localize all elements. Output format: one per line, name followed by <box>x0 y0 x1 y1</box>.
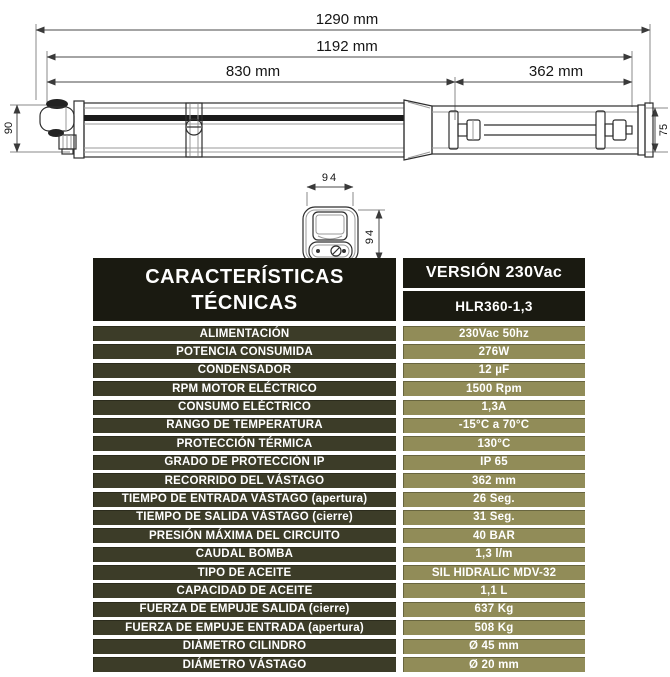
dim-section-width-label: 94 <box>321 172 339 184</box>
table-row <box>93 492 585 507</box>
dim-height-right-label: 75 <box>658 123 670 137</box>
spec-value: 12 µF <box>403 363 585 378</box>
spec-table <box>93 258 585 675</box>
spec-value: IP 65 <box>403 455 585 470</box>
spec-label: DIÁMETRO CILINDRO <box>93 639 396 654</box>
spec-label: RECORRIDO DEL VÁSTAGO <box>93 473 396 488</box>
table-header-right <box>403 258 585 321</box>
table-row <box>93 381 585 396</box>
technical-drawing <box>0 0 670 258</box>
dim-extended-label: 1192 mm <box>316 38 378 55</box>
table-row <box>93 400 585 415</box>
table-row <box>93 418 585 433</box>
dim-total-label: 1290 mm <box>315 11 379 28</box>
table-row <box>93 436 585 451</box>
version-header: VERSIÓN 230Vac <box>403 258 585 288</box>
model-header: HLR360-1,3 <box>403 291 585 321</box>
spec-value: SIL HIDRALIC MDV-32 <box>403 565 585 580</box>
table-row <box>93 363 585 378</box>
spec-rows <box>93 326 585 672</box>
spec-label: CONDENSADOR <box>93 363 396 378</box>
dim-body-label: 830 mm <box>225 63 281 80</box>
spec-label: CONSUMO ELÉCTRICO <box>93 400 396 415</box>
spec-value: 1,3A <box>403 400 585 415</box>
spec-value: 230Vac 50hz <box>403 326 585 341</box>
spec-label: ALIMENTACIÓN <box>93 326 396 341</box>
spec-value: 40 BAR <box>403 528 585 543</box>
spec-label: RANGO DE TEMPERATURA <box>93 418 396 433</box>
spec-label: POTENCIA CONSUMIDA <box>93 344 396 359</box>
spec-label: RPM MOTOR ELÉCTRICO <box>93 381 396 396</box>
spec-label: CAUDAL BOMBA <box>93 547 396 562</box>
spec-table-header <box>93 258 585 321</box>
table-row <box>93 326 585 341</box>
table-row <box>93 565 585 580</box>
table-row <box>93 455 585 470</box>
spec-label: PRESIÓN MÁXIMA DEL CIRCUITO <box>93 528 396 543</box>
cross-section-view <box>303 172 385 258</box>
spec-value: 508 Kg <box>403 620 585 635</box>
spec-value: Ø 20 mm <box>403 657 585 672</box>
table-title: CARACTERÍSTICAS TÉCNICAS <box>93 258 396 321</box>
table-row <box>93 657 585 672</box>
spec-label: CAPACIDAD DE ACEITE <box>93 583 396 598</box>
table-row <box>93 510 585 525</box>
spec-value: 637 Kg <box>403 602 585 617</box>
spec-value: Ø 45 mm <box>403 639 585 654</box>
table-row <box>93 344 585 359</box>
dimension-body-length <box>47 63 455 120</box>
dimension-height-left <box>3 105 70 152</box>
spec-label: FUERZA DE EMPUJE ENTRADA (apertura) <box>93 620 396 635</box>
spec-value: -15°C a 70°C <box>403 418 585 433</box>
spec-label: TIEMPO DE ENTRADA VÁSTAGO (apertura) <box>93 492 396 507</box>
spec-label: TIPO DE ACEITE <box>93 565 396 580</box>
dim-section-height-label: 94 <box>364 227 376 245</box>
spec-value: 130°C <box>403 436 585 451</box>
spec-label: TIEMPO DE SALIDA VÁSTAGO (cierre) <box>93 510 396 525</box>
actuator-side-view <box>40 99 653 160</box>
spec-value: 31 Seg. <box>403 510 585 525</box>
dimension-stroke-length <box>455 63 632 82</box>
spec-value: 1500 Rpm <box>403 381 585 396</box>
spec-value: 1,3 l/m <box>403 547 585 562</box>
dim-height-left-label: 90 <box>3 121 15 135</box>
spec-value: 276W <box>403 344 585 359</box>
table-row <box>93 639 585 654</box>
table-row <box>93 473 585 488</box>
table-row <box>93 583 585 598</box>
dim-stroke-label: 362 mm <box>528 63 584 80</box>
spec-label: GRADO DE PROTECCIÓN IP <box>93 455 396 470</box>
table-row <box>93 602 585 617</box>
spec-label: PROTECCIÓN TÉRMICA <box>93 436 396 451</box>
table-row <box>93 547 585 562</box>
spec-value: 1,1 L <box>403 583 585 598</box>
spec-value: 362 mm <box>403 473 585 488</box>
spec-label: FUERZA DE EMPUJE SALIDA (cierre) <box>93 602 396 617</box>
dimension-height-right <box>646 108 670 152</box>
spec-label: DIÁMETRO VÁSTAGO <box>93 657 396 672</box>
table-row <box>93 528 585 543</box>
spec-value: 26 Seg. <box>403 492 585 507</box>
table-row <box>93 620 585 635</box>
